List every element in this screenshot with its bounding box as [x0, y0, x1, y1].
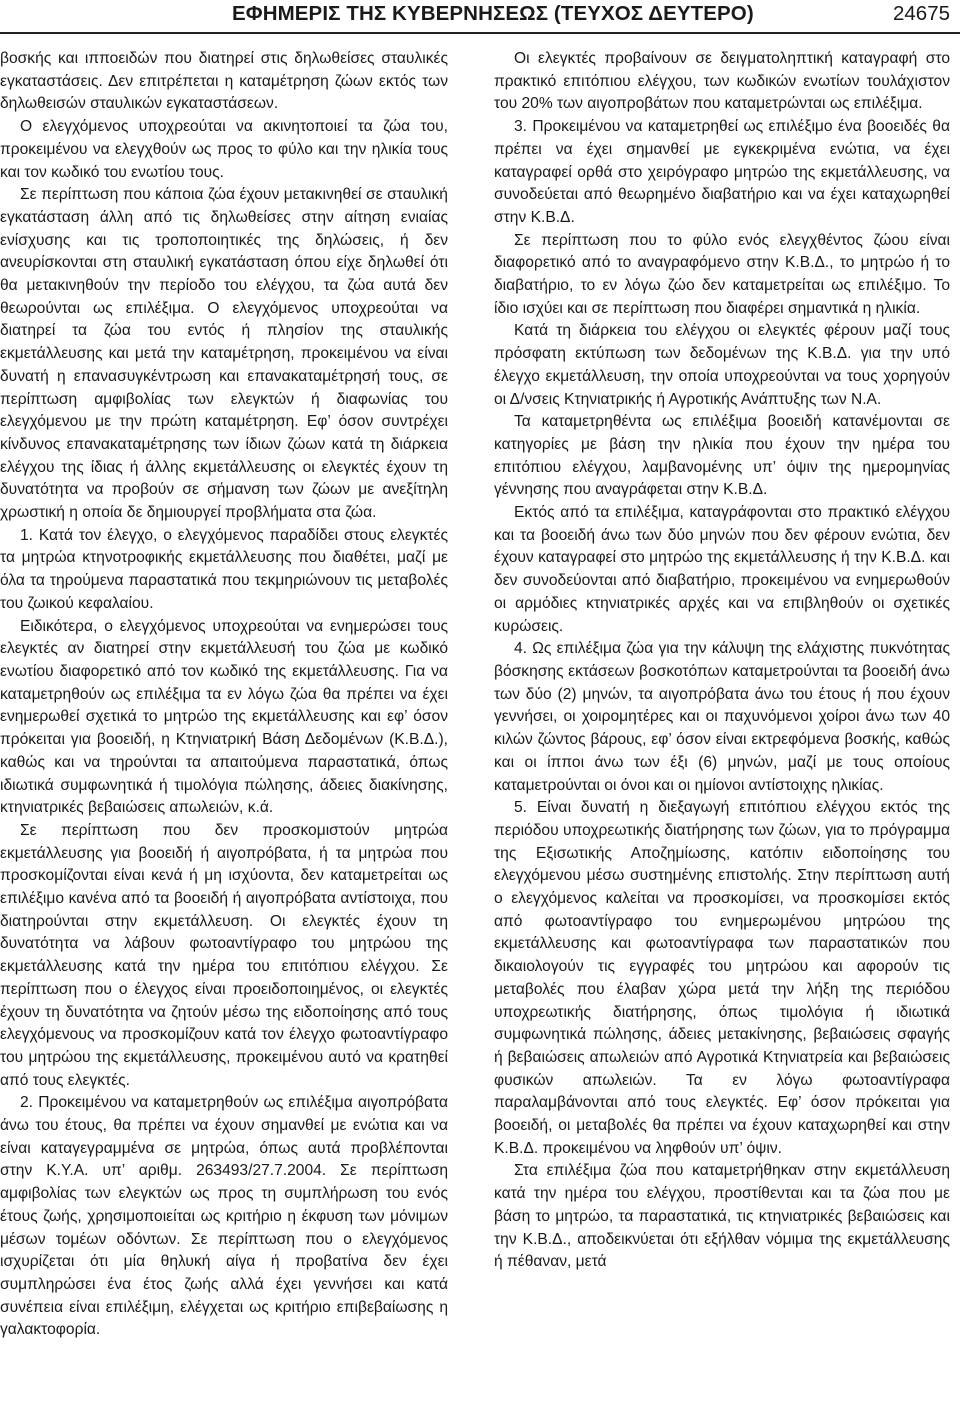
header-divider: [0, 32, 960, 34]
page-header: [0, 0, 960, 36]
paragraph: Ο ελεγχόμενος υποχρεούται να ακινητοποιεί τα ζώα του, προκειμένου να ελεγχθούν ως προς το φύλο και την ηλικία τους και τον κωδικό του ενωτίου τους.: [0, 118, 448, 181]
paragraph: Τα καταμετρηθέντα ως επιλέξιμα βοοειδή κατανέμονται σε κατηγορίες με βάση την ηλικία που έχουν την ημέρα του επιτόπιου ελέγχου, λαμβανομένης υπ’ όψιν της ημερομηνίας γέννησης που αναγράφεται στην Κ.Β.Δ.: [494, 413, 950, 499]
paragraph: βοσκής και ιπποειδών που διατηρεί στις δηλωθείσες σταυλικές εγκαταστάσεις. Δεν επιτρέπεται η καταμέτρηση ζώων εκτός των δηλωθεισών σταυλικών εγκαταστάσεων.: [0, 50, 448, 113]
paragraph: Σε περίπτωση που το φύλο ενός ελεγχθέντος ζώου είναι διαφορετικό από το αναγραφόμενο στην Κ.Β.Δ., το μητρώο ή το διαβατήριο, το εν λόγω ζώο δεν καταμετρείται ως επιλέξιμο. Το ίδιο ισχύει και σε περίπτωση που διαφέρει σημαντικά η ηλικία.: [494, 231, 950, 317]
gazette-title: ΕΦΗΜΕΡΙΣ ΤΗΣ ΚΥΒΕΡΝΗΣΕΩΣ (ΤΕΥΧΟΣ ΔΕΥΤΕΡΟ): [232, 2, 754, 25]
paragraph: Κατά τη διάρκεια του ελέγχου οι ελεγκτές φέρουν μαζί τους πρόσφατη εκτύπωση των δεδομένων της Κ.Β.Δ. για την υπό έλεγχο εκμετάλλευση, την οποία υποχρεούνται να τους χορηγούν οι Δ/νσεις Κτηνιατρικής ή Αγροτικής Ανάπτυξης των Ν.Α.: [494, 322, 950, 408]
paragraph: 3. Προκειμένου να καταμετρηθεί ως επιλέξιμο ένα βοοειδές θα πρέπει να έχει σημανθεί με εγκεκριμένα ενώτια, να έχει καταγραφεί ορθά στο χειρόγραφο μητρώο της εκμετάλλευσης, να συνοδεύεται από θεωρημένο διαβατήριο και να έχει καταχωρηθεί στην Κ.Β.Δ.: [494, 118, 950, 226]
paragraph: Σε περίπτωση που δεν προσκομιστούν μητρώα εκμετάλλευσης για βοοειδή ή αιγοπρόβατα, ή τα μητρώα που προσκομίζονται είναι κενά ή μη ισχύοντα, δεν καταμετρείται ως επιλέξιμο κανένα από τα βοοειδή ή αιγοπρόβατα αντίστοιχα, που διατηρούνται στην εκμετάλλευση. Οι ελεγκτές έχουν τη δυνατότητα να λάβουν φωτοαντίγραφο του μητρώου της εκμετάλλευσης κατά την ημέρα του επιτόπιου ελέγχου. Σε περίπτωση που ο έλεγχος είναι προειδοποιημένος, οι ελεγκτές έχουν τη δυνατότητα να ζητούν μέσω της ειδοποίησης από τους ελεγχόμενους να προσκομίζουν κατά τον έλεγχο φωτοαντίγραφο του μητρώου της εκμετάλλευσης, προκειμένου αυτό να κρατηθεί από τους ελεγκτές.: [0, 821, 448, 1089]
paragraph: 5. Είναι δυνατή η διεξαγωγή επιτόπιου ελέγχου εκτός της περιόδου υποχρεωτικής διατήρησης των ζώων, για το πρόγραμμα της Εξισωτικής Αποζημίωσης, κατόπιν ειδοποίησης του ελεγχόμενου μέσω συστημένης επιστολής. Στην περίπτωση αυτή ο ελεγχόμενος καλείται να προσκομίσει, να προσκομίσει εκτός από φωτοαντίγραφο του ενημερωμένου μητρώου της εκμετάλλευσης και φωτοαντίγραφα των παραστατικών που δικαιολογούν τις εγγραφές του μητρώου και αφορούν τις μεταβολές που έλαβαν χώρα μετά την λήξη της περιόδου υποχρεωτικής διατήρησης, όπως τιμολόγια ή ιδιωτικά συμφωνητικά πώλησης, άδειες μετακίνησης, βεβαιώσεις σφαγής ή βεβαιώσεις απωλειών από Αγροτικά Κτηνιατρεία και βεβαιώσεις φυσικών απωλειών. Τα εν λόγω φωτοαντίγραφα παραλαμβάνονται από τους ελεγκτές. Εφ’ όσον πρόκειται για βοοειδή, οι μεταβολές θα πρέπει να έχουν καταχωρηθεί και στην Κ.Β.Δ. προκειμένου να ληφθούν υπ’ όψιν.: [494, 799, 950, 1157]
paragraph: Ειδικότερα, ο ελεγχόμενος υποχρεούται να ενημερώσει τους ελεγκτές αν διατηρεί στην εκμετάλλευσή του ζώα με κωδικό ενωτίου διαφορετικό από τον κωδικό της εκμετάλλευσης. Για να καταμετρηθούν ως επιλέξιμα τα εν λόγω ζώα θα πρέπει να έχει ενημερωθεί σχετικά το μητρώο της εκμετάλλευσης και εφ’ όσον πρόκειται για βοοειδή, η Κτηνιατρική Βάση Δεδομένων (Κ.Β.Δ.), καθώς και να τηρούνται τα απαιτούμενα παραστατικά, όπως ιδιωτικά συμφωνητικά ή τιμολόγια πώλησης, άδειες διακίνησης, κτηνιατρικές βεβαιώσεις απωλειών, κ.ά.: [0, 617, 448, 817]
page-number: 24675: [892, 2, 950, 25]
paragraph: Σε περίπτωση που κάποια ζώα έχουν μετακινηθεί σε σταυλική εγκατάσταση άλλη από τις δηλωθείσες στην αίτηση ενιαίας ενίσχυσης και τις τροποποιητικές της δηλώσεις, ή δεν ανευρίσκονται στη σταυλική εγκατάσταση όπου είχε δηλωθεί ότι θα μετακινηθούν την περίοδο του ελέγχου, τα ζώα αυτά δεν θεωρούνται ως επιλέξιμα. Ο ελεγχόμενος υποχρεούται να διατηρεί τα ζώα του εντός ή πλησίον της σταυλικής εκμετάλλευσης και μετά την καταμέτρηση, προκειμένου να είναι δυνατή η επανασυγκέντρωση και επανακαταμέτρησή τους, σε περίπτωση αμφιβολίας των ελεγκτών ή διαφωνίας του ελεγχόμενου με την πρώτη καταμέτρηση. Εφ’ όσον συντρέχει κίνδυνος επανακαταμέτρησης των ίδιων ζώων κατά τη διάρκεια ελέγχου της ίδιας ή άλλης εκμετάλλευσης οι ελεγκτές έχουν τη δυνατότητα να προβούν σε σήμανση των ζώων με ανεξίτηλη χρωστική η οποία δε δημιουργεί προβλήματα στα ζώα.: [0, 186, 448, 522]
left-column: [0, 48, 448, 1420]
paragraph: 4. Ως επιλέξιμα ζώα για την κάλυψη της ελάχιστης πυκνότητας βόσκησης εκτάσεων βοσκοτόπων καταμετρούνται τα βοοειδή άνω των δύο (2) μηνών, τα αιγοπρόβατα άνω του έτους ή που έχουν γεννήσει, οι χοιρομητέρες και οι παχυνόμενοι χοίροι άνω των 40 κιλών ζώντος βάρους, εφ’ όσον είναι εκτρεφόμενα βοσκής, καθώς και οι ίπποι άνω των έξι (6) μηνών, μαζί με τους οποίους καταμετρούνται οι όνοι και οι ημίονοι αντίστοιχης ηλικίας.: [494, 640, 950, 794]
right-column: [494, 48, 950, 1420]
paragraph: 2. Προκειμένου να καταμετρηθούν ως επιλέξιμα αιγοπρόβατα άνω του έτους, θα πρέπει να έχουν σημανθεί με ενώτια και να είναι καταγεγραμμένα σε μητρώα, όπως αυτά προβλέπονται στην Κ.Υ.Α. υπ’ αριθμ. 263493/27.7.2004. Σε περίπτωση αμφιβολίας των ελεγκτών ως προς τη συμπλήρωση του ενός έτους ζωής, χρησιμοποιείται ως κριτήριο η έκφυση των μόνιμων μέσων τομέων οδόντων. Σε περίπτωση που ο ελεγχόμενος ισχυρίζεται ότι μία θηλυκή αίγα ή προβατίνα δεν έχει συμπληρώσει ένα έτος ζωής αλλά έχει γεννήσει και κατά συνέπεια είναι επιλέξιμη, ελέγχεται ως κριτήριο επιβεβαίωσης η γαλακτοφορία.: [0, 1094, 448, 1339]
paragraph: Οι ελεγκτές προβαίνουν σε δειγματοληπτική καταγραφή στο πρακτικό επιτόπιου ελέγχου, των κωδικών ενωτίων τουλάχιστον του 20% των αιγοπροβάτων που καταμετρώνται ως επιλέξιμα.: [494, 50, 950, 113]
paragraph: 1. Κατά τον έλεγχο, ο ελεγχόμενος παραδίδει στους ελεγκτές τα μητρώα κτηνοτροφικής εκμετάλλευσης που διαθέτει, μαζί με όλα τα τηρούμενα παραστατικά που τεκμηριώνουν τις μεταβολές του ζωικού κεφαλαίου.: [0, 526, 448, 612]
paragraph: Εκτός από τα επιλέξιμα, καταγράφονται στο πρακτικό ελέγχου και τα βοοειδή άνω των δύο μηνών που δεν φέρουν ενώτια, δεν έχουν καταγραφεί στο μητρώο της εκμετάλλευσης ή την Κ.Β.Δ. και δεν συνοδεύονται από διαβατήριο, προκειμένου να ενημερωθούν οι αρμόδιες κτηνιατρικές αρχές και να επιβληθούν οι σχετικές κυρώσεις.: [494, 504, 950, 635]
paragraph: Στα επιλέξιμα ζώα που καταμετρήθηκαν στην εκμετάλλευση κατά την ημέρα του ελέγχου, προστίθενται και τα ζώα που με βάση το μητρώο, τα παραστατικά, τις κτηνιατρικές βεβαιώσεις και την Κ.Β.Δ., αποδεικνύεται ότι εξήλθαν νόμιμα της εκμετάλλευσης ή πέθαναν, μετά: [494, 1162, 950, 1271]
